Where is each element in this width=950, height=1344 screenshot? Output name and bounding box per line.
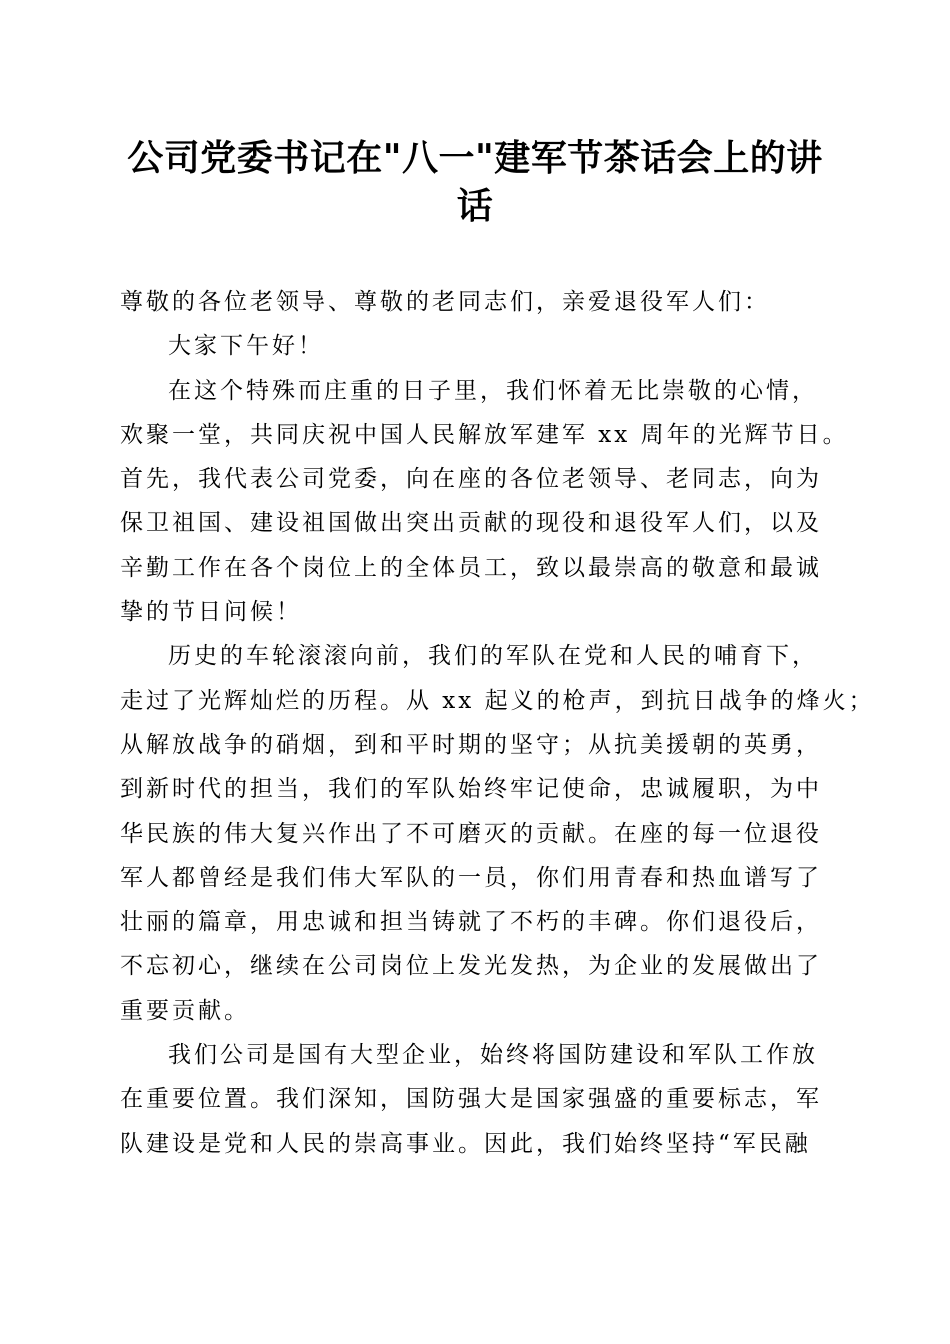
paragraph-line: 大家下午好！ — [168, 333, 324, 360]
paragraph-line: 从解放战争的硝烟，到和平时期的坚守；从抗美援朝的英勇， — [120, 731, 822, 758]
paragraph-line: 辛勤工作在各个岗位上的全体员工，致以最崇高的敬意和最诚 — [120, 554, 822, 581]
title-line: 公司党委书记在"八一"建军节茶话会上的讲 — [127, 137, 823, 179]
paragraph-line: 保卫祖国、建设祖国做出突出贡献的现役和退役军人们，以及 — [120, 510, 822, 537]
paragraph-3 — [120, 1033, 832, 1166]
salutation: 尊敬的各位老领导、尊敬的老同志们，亲爱退役军人们： — [120, 289, 770, 315]
paragraph-line: 壮丽的篇章，用忠诚和担当铸就了不朽的丰碑。你们退役后， — [120, 909, 822, 936]
paragraph-line: 军人都曾经是我们伟大军队的一员，你们用青春和热血谱写了 — [120, 864, 822, 891]
paragraph-line: 到新时代的担当，我们的军队始终牢记使命，忠诚履职，为中 — [120, 776, 822, 803]
paragraph-line: 我们公司是国有大型企业，始终将国防建设和军队工作放 — [168, 1042, 818, 1069]
paragraph-line: 挚的节日问候！ — [120, 599, 302, 626]
paragraph-2 — [120, 634, 875, 1033]
title-line: 话 — [456, 185, 494, 227]
paragraph-greeting — [120, 324, 832, 368]
paragraph-line: 首先，我代表公司党委，向在座的各位老领导、老同志，向为 — [120, 466, 822, 493]
document-body — [120, 280, 875, 1166]
document-title — [100, 134, 850, 230]
paragraph-line: 历史的车轮滚滚向前，我们的军队在党和人民的哺育下， — [168, 643, 818, 670]
paragraph-line: 欢聚一堂，共同庆祝中国人民解放军建军 xx 周年的光辉节日。 — [120, 421, 849, 448]
paragraph-line: 走过了光辉灿烂的历程。从 xx 起义的枪声，到抗日战争的烽火； — [120, 687, 875, 714]
paragraph-line: 队建设是党和人民的崇高事业。因此，我们始终坚持“军民融 — [120, 1130, 811, 1157]
paragraph-line: 在重要位置。我们深知，国防强大是国家强盛的重要标志，军 — [120, 1086, 822, 1113]
paragraph-line: 华民族的伟大复兴作出了不可磨灭的贡献。在座的每一位退役 — [120, 820, 822, 847]
paragraph-1 — [120, 369, 849, 635]
paragraph-line: 在这个特殊而庄重的日子里，我们怀着无比崇敬的心情， — [168, 377, 818, 404]
paragraph-line: 不忘初心，继续在公司岗位上发光发热，为企业的发展做出了 — [120, 953, 822, 980]
paragraph-line: 重要贡献。 — [120, 997, 250, 1024]
